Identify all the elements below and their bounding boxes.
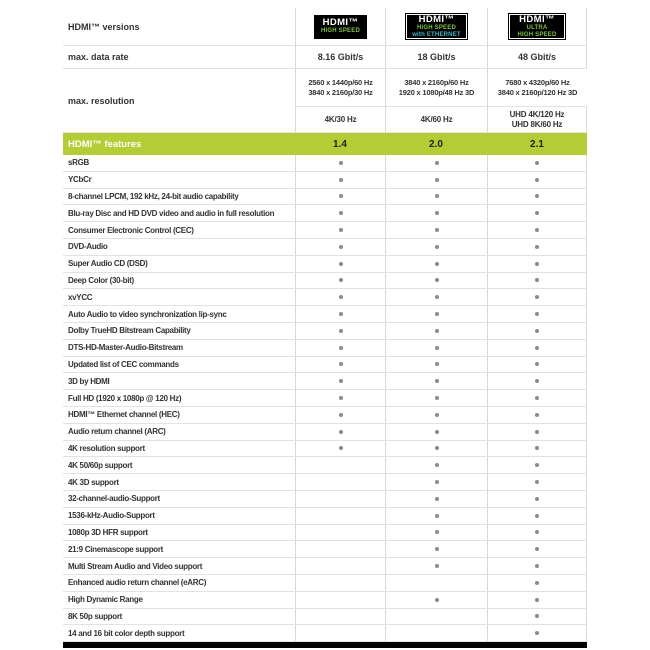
feature-label: 14 and 16 bit color depth support [68, 628, 185, 638]
feature-row [63, 525, 587, 542]
support-cell [385, 256, 487, 272]
footer-bar [63, 642, 587, 648]
support-dot-icon [535, 379, 539, 383]
support-dot-icon [435, 194, 439, 198]
support-cell [295, 205, 385, 221]
support-cell [487, 575, 587, 591]
support-cell [487, 323, 587, 339]
support-cell [295, 340, 385, 356]
feature-label: DTS-HD-Master-Audio-Bitstream [68, 343, 183, 353]
support-cell [385, 558, 487, 574]
feature-row [63, 222, 587, 239]
feature-label: Full HD (1920 x 1080p @ 120 Hz) [68, 393, 182, 403]
resolution-detail [385, 69, 487, 107]
support-cell [487, 189, 587, 205]
support-cell [487, 474, 587, 490]
support-dot-icon [435, 228, 439, 232]
support-dot-icon [535, 312, 539, 316]
resolution-short-line: 4K/30 Hz [324, 114, 357, 124]
support-dot-icon [535, 245, 539, 249]
support-cell [385, 407, 487, 423]
support-dot-icon [339, 178, 343, 182]
data-rate-value: 48 Gbit/s [487, 46, 587, 68]
support-cell [487, 625, 587, 641]
resolution-detail [487, 69, 587, 107]
feature-row [63, 205, 587, 222]
support-cell [487, 172, 587, 188]
support-dot-icon [435, 480, 439, 484]
support-cell [295, 155, 385, 171]
support-cell [295, 172, 385, 188]
support-dot-icon [535, 161, 539, 165]
support-dot-icon [535, 346, 539, 350]
support-dot-icon [339, 295, 343, 299]
support-cell [385, 474, 487, 490]
feature-label: Dolby TrueHD Bitstream Capability [68, 326, 191, 336]
feature-row [63, 340, 587, 357]
feature-label: YCbCr [68, 175, 92, 185]
support-dot-icon [435, 346, 439, 350]
support-dot-icon [435, 295, 439, 299]
support-dot-icon [535, 430, 539, 434]
support-cell [295, 289, 385, 305]
feature-label: Audio return channel (ARC) [68, 427, 166, 437]
feature-label: 8K 50p support [68, 611, 123, 621]
resolution-short [487, 107, 587, 132]
feature-label: Blu-ray Disc and HD DVD video and audio in full resolution [68, 208, 275, 218]
support-cell [487, 508, 587, 524]
resolution-short [385, 107, 487, 132]
badge-subtitle-2: HIGH SPEED [517, 31, 557, 38]
feature-row [63, 273, 587, 290]
hdmi-ultra-high-speed-badge [508, 13, 566, 40]
feature-label: 4K resolution support [68, 443, 145, 453]
support-cell [385, 424, 487, 440]
resolution-line: 3840 x 2160p/60 Hz [404, 77, 469, 87]
support-cell [295, 373, 385, 389]
support-cell [295, 441, 385, 457]
support-dot-icon [339, 228, 343, 232]
feature-row [63, 625, 587, 642]
support-cell [385, 205, 487, 221]
data-rate-label: max. data rate [68, 52, 129, 62]
support-cell [487, 373, 587, 389]
support-cell [385, 390, 487, 406]
support-dot-icon [435, 329, 439, 333]
support-cell [487, 357, 587, 373]
support-dot-icon [535, 480, 539, 484]
support-dot-icon [339, 446, 343, 450]
data-rate-value: 8.16 Gbit/s [295, 46, 385, 68]
support-dot-icon [435, 497, 439, 501]
support-dot-icon [535, 278, 539, 282]
feature-row [63, 189, 587, 206]
hdmi-comparison-table [63, 8, 587, 648]
no-support-cell [295, 474, 385, 490]
support-cell [487, 491, 587, 507]
support-cell [385, 525, 487, 541]
support-cell [295, 273, 385, 289]
support-dot-icon [339, 413, 343, 417]
support-dot-icon [535, 362, 539, 366]
support-cell [385, 441, 487, 457]
support-cell [385, 155, 487, 171]
resolution-detail [295, 69, 385, 107]
support-dot-icon [435, 379, 439, 383]
support-cell [385, 289, 487, 305]
support-cell [385, 273, 487, 289]
badge-subtitle: HIGH SPEED [416, 24, 456, 31]
resolution-short-line: UHD 8K/60 Hz [511, 119, 563, 129]
support-cell [295, 189, 385, 205]
data-rate-row [63, 46, 587, 69]
support-cell [295, 256, 385, 272]
resolution-row [63, 69, 587, 133]
versions-row [63, 8, 587, 46]
support-cell [487, 541, 587, 557]
feature-row [63, 441, 587, 458]
support-cell [385, 357, 487, 373]
support-cell [385, 508, 487, 524]
feature-label: 21:9 Cinemascope support [68, 544, 164, 554]
features-label: HDMI™ features [68, 138, 142, 150]
support-dot-icon [339, 194, 343, 198]
support-dot-icon [435, 514, 439, 518]
support-dot-icon [339, 211, 343, 215]
support-dot-icon [535, 228, 539, 232]
resolution-line: 1920 x 1080p/48 Hz 3D [398, 87, 475, 97]
feature-row [63, 575, 587, 592]
support-cell [487, 306, 587, 322]
support-cell [295, 239, 385, 255]
support-dot-icon [435, 278, 439, 282]
support-dot-icon [535, 194, 539, 198]
support-dot-icon [535, 413, 539, 417]
resolution-line: 3840 x 2160p/120 Hz 3D [497, 87, 578, 97]
feature-label: Super Audio CD (DSD) [68, 259, 148, 269]
support-dot-icon [339, 245, 343, 249]
support-cell [487, 609, 587, 625]
no-support-cell [295, 491, 385, 507]
support-cell [295, 424, 385, 440]
feature-label: 1080p 3D HFR support [68, 527, 148, 537]
version-2-0: 2.0 [429, 138, 443, 150]
support-cell [487, 239, 587, 255]
badge-subtitle: HIGH SPEED [320, 28, 360, 34]
feature-label: HDMI™ Ethernet channel (HEC) [68, 410, 180, 420]
feature-row [63, 256, 587, 273]
feature-row [63, 491, 587, 508]
support-cell [487, 273, 587, 289]
feature-row [63, 592, 587, 609]
support-dot-icon [435, 547, 439, 551]
support-cell [487, 205, 587, 221]
support-cell [385, 222, 487, 238]
support-dot-icon [339, 430, 343, 434]
feature-row [63, 323, 587, 340]
feature-row [63, 155, 587, 172]
support-cell [487, 340, 587, 356]
support-dot-icon [435, 312, 439, 316]
feature-row [63, 390, 587, 407]
support-dot-icon [435, 446, 439, 450]
resolution-short-line: UHD 4K/120 Hz [509, 109, 565, 119]
version-1-4: 1.4 [333, 138, 347, 150]
feature-label: 8-channel LPCM, 192 kHz, 24-bit audio capability [68, 191, 239, 201]
support-dot-icon [339, 161, 343, 165]
support-cell [487, 558, 587, 574]
support-cell [295, 407, 385, 423]
support-cell [487, 407, 587, 423]
data-rate-value: 18 Gbit/s [385, 46, 487, 68]
support-dot-icon [435, 598, 439, 602]
support-dot-icon [535, 530, 539, 534]
support-dot-icon [339, 262, 343, 266]
support-cell [487, 289, 587, 305]
hdmi-high-speed-ethernet-badge [405, 13, 468, 40]
hdmi-logo-text: HDMI™ [418, 13, 455, 25]
support-dot-icon [435, 245, 439, 249]
feature-row [63, 609, 587, 626]
support-dot-icon [535, 396, 539, 400]
feature-row [63, 289, 587, 306]
support-dot-icon [535, 262, 539, 266]
feature-label: High Dynamic Range [68, 595, 143, 605]
support-cell [487, 592, 587, 608]
support-dot-icon [535, 598, 539, 602]
support-cell [295, 306, 385, 322]
support-dot-icon [435, 178, 439, 182]
support-cell [385, 592, 487, 608]
support-cell [385, 172, 487, 188]
support-cell [295, 357, 385, 373]
no-support-cell [385, 575, 487, 591]
support-dot-icon [435, 530, 439, 534]
feature-row [63, 306, 587, 323]
resolution-line: 7680 x 4320p/60 Hz [505, 77, 570, 87]
support-cell [385, 189, 487, 205]
support-cell [295, 390, 385, 406]
support-dot-icon [435, 161, 439, 165]
feature-row [63, 508, 587, 525]
feature-row [63, 172, 587, 189]
feature-label: Consumer Electronic Control (CEC) [68, 225, 194, 235]
support-dot-icon [339, 346, 343, 350]
support-dot-icon [435, 396, 439, 400]
feature-label: DVD-Audio [68, 242, 108, 252]
feature-row [63, 239, 587, 256]
no-support-cell [295, 508, 385, 524]
feature-label: Updated list of CEC commands [68, 359, 179, 369]
no-support-cell [385, 625, 487, 641]
feature-label: 1536-kHz-Audio-Support [68, 511, 155, 521]
feature-label: Deep Color (30-bit) [68, 275, 134, 285]
support-cell [295, 323, 385, 339]
versions-label: HDMI™ versions [68, 21, 140, 32]
no-support-cell [295, 592, 385, 608]
feature-label: sRGB [68, 158, 90, 168]
support-cell [487, 457, 587, 473]
resolution-line: 3840 x 2160p/30 Hz [308, 87, 373, 97]
support-dot-icon [339, 396, 343, 400]
support-dot-icon [339, 362, 343, 366]
feature-row [63, 457, 587, 474]
feature-label: Multi Stream Audio and Video support [68, 561, 203, 571]
badge-subtitle-2: with ETHERNET [412, 31, 461, 38]
no-support-cell [295, 457, 385, 473]
no-support-cell [295, 541, 385, 557]
support-cell [385, 323, 487, 339]
no-support-cell [295, 558, 385, 574]
no-support-cell [295, 609, 385, 625]
feature-label: 4K 50/60p support [68, 460, 133, 470]
support-dot-icon [535, 178, 539, 182]
support-cell [295, 222, 385, 238]
support-cell [487, 256, 587, 272]
support-dot-icon [535, 329, 539, 333]
feature-label: Enhanced audio return channel (eARC) [68, 578, 207, 588]
resolution-label: max. resolution [68, 95, 135, 106]
support-cell [385, 239, 487, 255]
support-dot-icon [339, 278, 343, 282]
feature-row [63, 541, 587, 558]
support-cell [487, 390, 587, 406]
no-support-cell [295, 525, 385, 541]
support-dot-icon [435, 362, 439, 366]
resolution-line: 2560 x 1440p/60 Hz [308, 77, 373, 87]
support-dot-icon [535, 631, 539, 635]
feature-row [63, 407, 587, 424]
support-cell [487, 222, 587, 238]
support-dot-icon [535, 614, 539, 618]
support-cell [385, 491, 487, 507]
no-support-cell [295, 575, 385, 591]
support-dot-icon [535, 547, 539, 551]
support-dot-icon [535, 581, 539, 585]
no-support-cell [385, 609, 487, 625]
feature-label: 3D by HDMI [68, 376, 110, 386]
feature-row [63, 357, 587, 374]
hdmi-high-speed-badge [314, 15, 367, 39]
support-dot-icon [339, 329, 343, 333]
support-dot-icon [535, 463, 539, 467]
support-cell [487, 424, 587, 440]
support-cell [487, 525, 587, 541]
support-dot-icon [435, 413, 439, 417]
feature-label: 32-channel-audio-Support [68, 494, 160, 504]
support-cell [487, 441, 587, 457]
badge-cell-3 [487, 8, 587, 45]
support-dot-icon [535, 295, 539, 299]
support-dot-icon [535, 497, 539, 501]
support-dot-icon [535, 446, 539, 450]
support-cell [487, 155, 587, 171]
support-dot-icon [339, 379, 343, 383]
support-cell [385, 541, 487, 557]
feature-label: Auto Audio to video synchronization lip-sync [68, 309, 227, 319]
badge-cell-1 [295, 8, 385, 45]
badge-subtitle: ULTRA [526, 24, 548, 31]
support-cell [385, 306, 487, 322]
support-dot-icon [535, 211, 539, 215]
support-dot-icon [435, 262, 439, 266]
support-cell [385, 457, 487, 473]
support-dot-icon [535, 514, 539, 518]
feature-row [63, 424, 587, 441]
features-header-row [63, 133, 587, 155]
badge-cell-2 [385, 8, 487, 45]
feature-label: xvYCC [68, 292, 93, 302]
support-dot-icon [435, 463, 439, 467]
resolution-short [295, 107, 385, 132]
support-dot-icon [435, 564, 439, 568]
resolution-short-line: 4K/60 Hz [420, 114, 453, 124]
support-dot-icon [535, 564, 539, 568]
hdmi-logo-text: HDMI™ [322, 17, 359, 28]
feature-row [63, 474, 587, 491]
support-dot-icon [435, 430, 439, 434]
support-cell [385, 340, 487, 356]
no-support-cell [295, 625, 385, 641]
feature-row [63, 558, 587, 575]
feature-label: 4K 3D support [68, 477, 119, 487]
hdmi-logo-text: HDMI™ [519, 13, 555, 25]
feature-row [63, 373, 587, 390]
version-2-1: 2.1 [530, 138, 544, 150]
feature-rows-container [63, 155, 587, 642]
support-dot-icon [339, 312, 343, 316]
support-cell [385, 373, 487, 389]
support-dot-icon [435, 211, 439, 215]
